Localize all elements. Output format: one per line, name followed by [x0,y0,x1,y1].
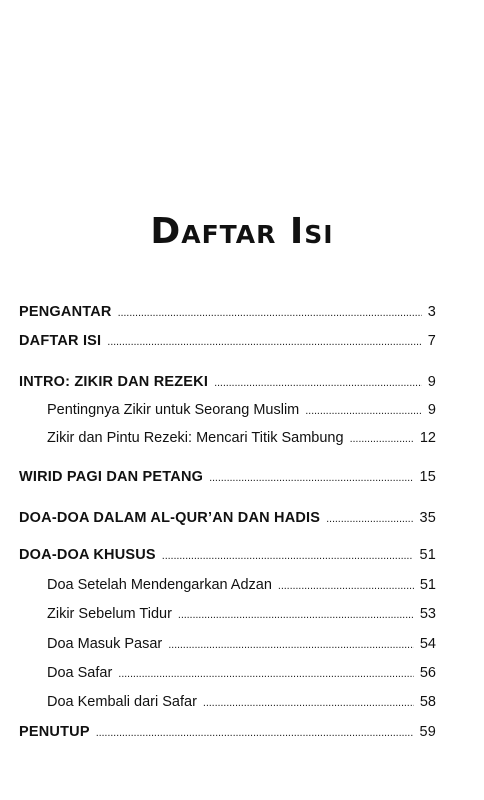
toc-subentry-doa-kembali-safar[interactable] [47,692,436,712]
dot-leader [118,663,414,684]
toc-subentry-doa-adzan[interactable] [47,575,436,595]
toc-entry-page: 9 [427,374,436,390]
toc-entry-page: 3 [427,304,436,320]
toc-entry-label: Doa Safar [47,665,113,681]
toc-entry-label: DAFTAR ISI [19,333,102,349]
toc-entry-label: PENUTUP [19,724,90,740]
toc-entry-label: Pentingnya Zikir untuk Seorang Muslim [47,402,300,418]
toc-entry-page: 53 [419,606,436,622]
page-title: Daftar Isi [150,211,334,253]
toc-entry-label: INTRO: ZIKIR DAN REZEKI [19,374,209,390]
toc-entry-label: Doa Setelah Mendengarkan Adzan [47,577,272,593]
toc-entry-daftar-isi[interactable] [19,331,436,351]
toc-subentry-doa-safar[interactable] [47,663,436,683]
dot-leader [118,302,422,323]
toc-entry-label: Zikir Sebelum Tidur [47,606,172,622]
toc-entry-page: 56 [419,665,436,681]
toc-entry-page: 54 [419,636,436,652]
dot-leader [168,634,414,655]
dot-leader [96,722,414,743]
toc-subentry-zikir-tidur[interactable] [47,604,436,624]
toc-entry-label: Doa Kembali dari Safar [47,694,197,710]
dot-leader [278,575,414,596]
dot-leader [326,508,413,529]
dot-leader [350,428,414,449]
toc-entry-label: Zikir dan Pintu Rezeki: Mencari Titik Sambung [47,430,344,446]
toc-entry-page: 15 [419,469,436,485]
dot-leader [305,400,422,421]
toc-entry-page: 12 [419,430,436,446]
toc-entry-label: Doa Masuk Pasar [47,636,163,652]
toc-entry-intro[interactable] [19,372,436,392]
toc-entry-doa-quran-hadis[interactable] [19,508,436,528]
toc-entry-page: 58 [419,694,436,710]
toc-entry-page: 7 [427,333,436,349]
toc-entry-pengantar[interactable] [19,302,436,322]
toc-entry-label: DOA-DOA DALAM AL-QUR’AN DAN HADIS [19,510,321,526]
toc-entry-page: 35 [419,510,436,526]
toc-entry-penutup[interactable] [19,722,436,742]
toc-entry-page: 51 [419,577,436,593]
dot-leader [162,545,414,566]
toc-subentry-zikir-pintu-rezeki[interactable] [47,428,436,448]
toc-entry-doa-khusus[interactable] [19,545,436,565]
toc-subentry-pentingnya-zikir[interactable] [47,400,436,420]
dot-leader [178,604,414,625]
toc-entry-label: WIRID PAGI DAN PETANG [19,469,204,485]
toc-entry-wirid[interactable] [19,467,436,487]
toc-entry-page: 51 [419,547,436,563]
toc-entry-page: 59 [419,724,436,740]
dot-leader [107,331,421,352]
toc-entry-page: 9 [427,402,436,418]
dot-leader [214,372,422,393]
toc-entry-label: PENGANTAR [19,304,112,320]
dot-leader [203,692,414,713]
toc-entry-label: DOA-DOA KHUSUS [19,547,156,563]
dot-leader [209,467,413,488]
toc-subentry-doa-pasar[interactable] [47,634,436,654]
